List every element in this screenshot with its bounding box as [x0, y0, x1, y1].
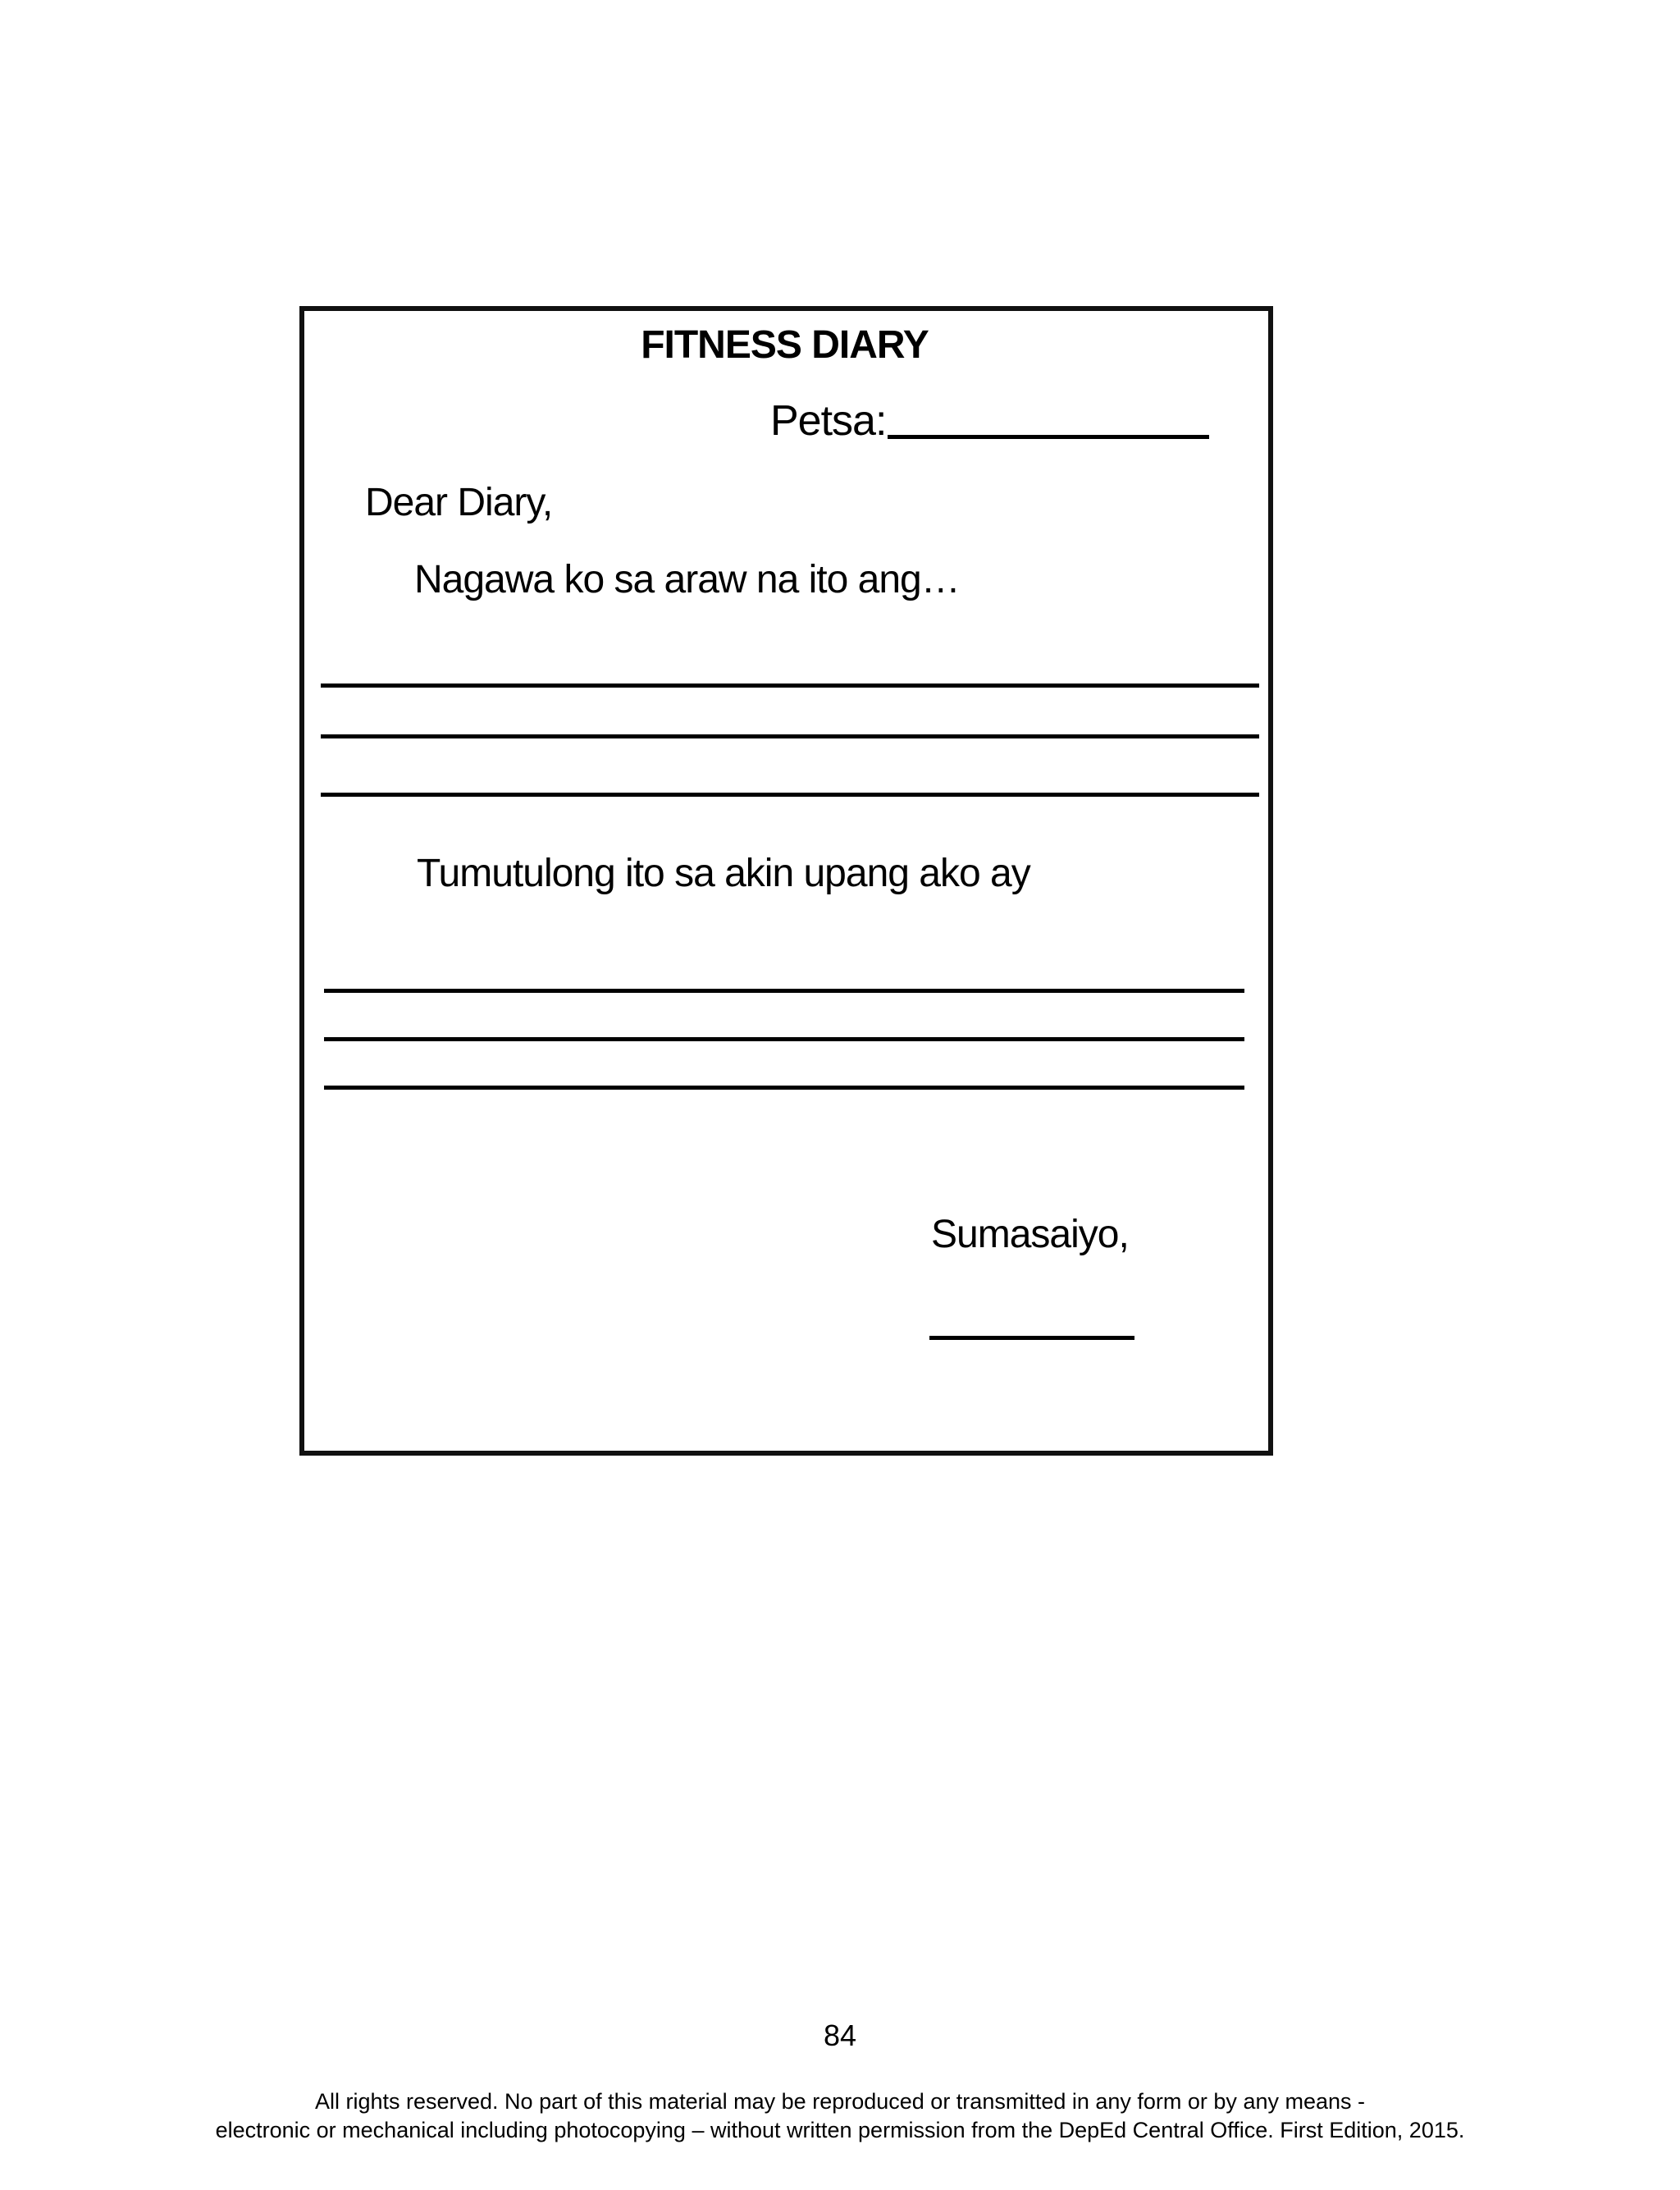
benefit-prompt: Tumutulong ito sa akin upang ako ay — [417, 852, 1030, 895]
date-blank-line — [888, 435, 1209, 439]
activity-answer-line-2 — [321, 734, 1259, 738]
benefit-answer-line-2 — [324, 1037, 1244, 1041]
activity-prompt: Nagawa ko sa araw na ito ang… — [414, 558, 960, 601]
activity-answer-line-3 — [321, 793, 1259, 797]
salutation: Dear Diary, — [365, 481, 553, 524]
activity-answer-line-1 — [321, 684, 1259, 688]
diary-title: FITNESS DIARY — [641, 323, 929, 367]
benefit-answer-line-1 — [324, 989, 1244, 993]
signature-line — [929, 1336, 1134, 1340]
footer-line-1: All rights reserved. No part of this material may be reproduced or transmitted in any form or by any means - — [314, 2089, 1366, 2114]
date-field — [770, 397, 1209, 445]
date-label: Petsa: — [770, 397, 887, 445]
benefit-answer-line-3 — [324, 1086, 1244, 1090]
closing: Sumasaiyo, — [931, 1213, 1129, 1256]
fitness-diary-form — [299, 306, 1273, 1456]
copyright-footer — [0, 2087, 1680, 2145]
page-number: 84 — [823, 2019, 857, 2052]
footer-line-2: electronic or mechanical including photocopying – without written permission from the DepEd Central Office. First Edition, 2015. — [215, 2118, 1465, 2142]
